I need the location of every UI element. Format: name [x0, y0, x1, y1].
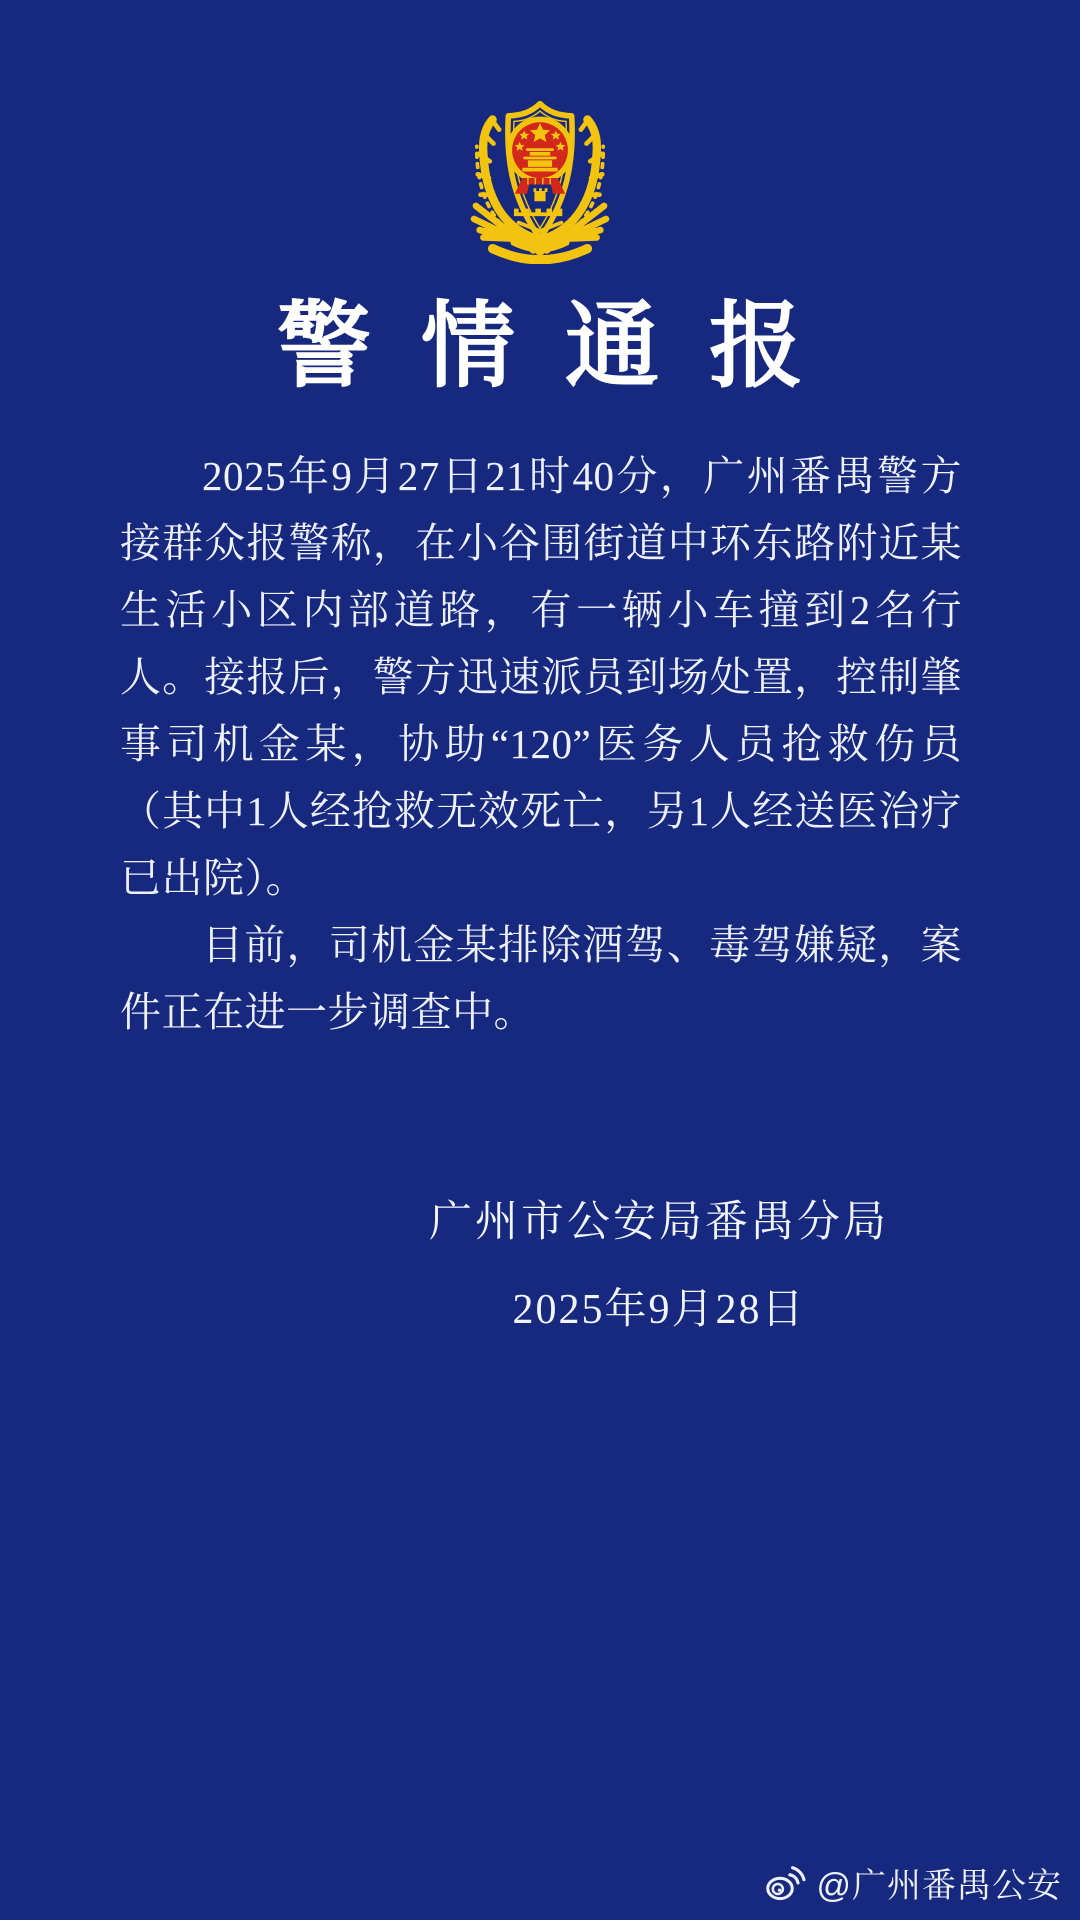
notice-paragraph-1: 2025年9月27日21时40分，广州番禺警方接群众报警称，在小谷围街道中环东路附近某生活小区内部道路，有一辆小车撞到2名行人。接报后，警方迅速派员到场处置，控制肇事司机金某，协助“120”医务人员抢救伤员（其中1人经抢救无效死亡，另1人经送医治疗已出院）。	[120, 453, 962, 901]
police-badge-icon	[461, 92, 619, 264]
notice-paragraph-2: 目前，司机金某排除酒驾、毒驾嫌疑，案件正在进一步调查中。	[120, 922, 962, 1035]
weibo-watermark	[765, 1858, 1062, 1907]
notice-title: 警情通报	[276, 295, 853, 399]
weibo-handle: @广州番禺公安	[816, 1867, 1062, 1905]
weibo-icon	[765, 1865, 807, 1901]
issuing-authority: 广州市公安局番禺分局	[429, 1199, 889, 1246]
signature-block	[0, 1188, 1080, 1336]
issue-date: 2025年9月28日	[512, 1287, 806, 1333]
notice-body	[120, 443, 962, 1046]
